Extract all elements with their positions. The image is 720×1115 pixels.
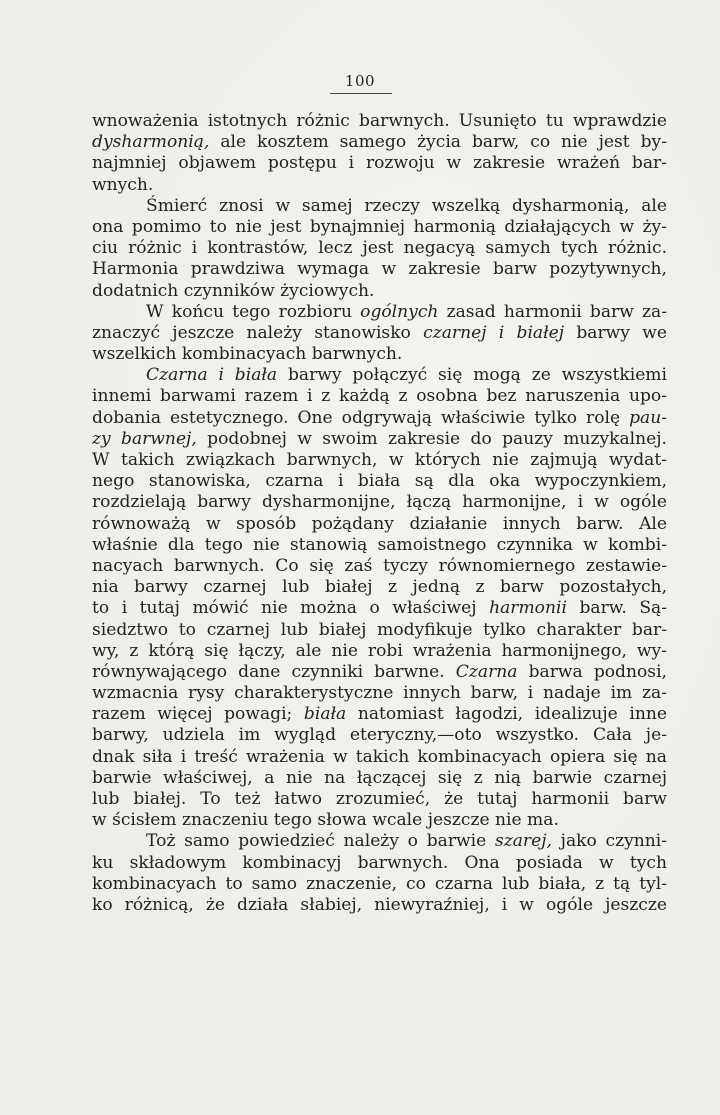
text-line [92,620,667,641]
italic-text: ogólnych [360,301,439,322]
text-segment: barwy, udziela im wygląd eteryczny,—oto wszystko. Cała je- [92,725,667,746]
text-segment: równoważą w sposób pożądany działanie innych barw. Ale [92,513,667,534]
text-segment: barwy we [564,322,667,343]
text-segment: wzmacnia rysy charakterystyczne innych barw, i nadaje im za- [92,683,667,704]
text-segment: wszelkich kombinacyach barwnych. [92,344,403,365]
text-segment: nego stanowiska, czarna i biała są dla oka wypoczynkiem, [92,471,667,492]
text-segment: znaczyć jeszcze należy stanowisko [92,322,424,343]
text-segment: siedztwo to czarnej lub białej modyfikuje tylko charakter bar- [92,619,667,640]
text-segment: kombinacyach to samo znaczenie, co czarna lub biała, z tą tyl- [92,873,667,894]
text-segment: razem więcej powagi; [92,704,304,725]
text-segment: rozdzielają barwy dysharmonijne, łączą harmonijne, i w ogóle [92,492,667,513]
text-line [92,874,667,895]
text-segment: dnak siła i treść wrażenia w takich kombinacyach opiera się na [92,746,667,767]
text-segment: wnych. [92,174,154,195]
text-line [92,323,667,344]
text-segment: zasad harmonii barw za- [438,301,667,322]
text-line [92,429,667,450]
text-segment: ko różnicą, że działa słabiej, niewyraźniej, i w ogóle jeszcze [92,894,667,915]
text-segment: ciu różnic i kontrastów, lecz jest negacyą samych tych różnic. [92,238,667,259]
text-segment: natomiast łagodzi, idealizuje inne [346,704,667,725]
text-segment: jako czynni- [551,831,668,852]
text-segment: równywającego dane czynniki barwne. [92,661,456,682]
text-line [92,302,667,323]
text-segment: ku składowym kombinacyj barwnych. Ona posiada w tych [92,852,667,873]
text-segment: ona pomimo to nie jest bynajmniej harmonią działających w ży- [92,216,667,237]
text-segment: dodatnich czynników życiowych. [92,280,375,301]
text-line [92,556,667,577]
text-segment: Śmierć znosi w samej rzeczy wszelką dysharmonią, ale [146,195,667,216]
text-line [92,831,667,852]
text-line [92,259,667,280]
text-segment: najmniej objawem postępu i rozwoju w zakresie wrażeń bar- [92,153,667,174]
text-segment: innemi barwami razem i z każdą z osobna bez naruszenia upo- [92,386,667,407]
text-segment: wy, z którą się łączy, ale nie robi wrażenia harmonijnego, wy- [92,640,667,661]
text-segment: barwie właściwej, a nie na łączącej się z nią barwie czarnej [92,767,667,788]
text-line [92,175,667,196]
italic-text: czarnej i białej [423,322,565,343]
text-segment: barw. Są- [566,598,667,619]
text-line [92,895,667,916]
text-line [92,238,667,259]
text-line [92,450,667,471]
text-line [92,111,667,132]
text-line [92,281,667,302]
text-segment: barwy połączyć się mogą ze wszystkiemi [277,365,667,386]
text-line [92,344,667,365]
italic-text: harmonii [489,598,567,619]
text-line [92,810,667,831]
text-line [92,471,667,492]
text-line [92,662,667,683]
italic-text: Czarna i biała [146,365,278,386]
text-line [92,196,667,217]
text-segment: podobnej w swoim zakresie do pauzy muzykalnej. [196,428,667,449]
italic-text: szarej, [494,831,552,852]
text-segment: nacyach barwnych. Co się zaś tyczy równomiernego zestawie- [92,555,667,576]
text-segment: barwa podnosi, [517,661,667,682]
text-line [92,153,667,174]
text-line [92,641,667,662]
text-segment: właśnie dla tego nie stanowią samoistnego czynnika w kombi- [92,534,667,555]
text-line [92,704,667,725]
page-number: 100 [344,72,376,90]
text-line [92,365,667,386]
italic-text: zy barwnej, [92,428,197,449]
text-line [92,408,667,429]
text-line [92,853,667,874]
text-segment: wnoważenia istotnych różnic barwnych. Usunięto tu wprawdzie [92,111,667,131]
text-line [92,768,667,789]
italic-text: dysharmonią, [92,132,210,153]
text-line [92,598,667,619]
text-line [92,132,667,153]
text-line [92,747,667,768]
text-line [92,492,667,513]
text-segment: w ścisłem znaczeniu tego słowa wcale jeszcze nie ma. [92,810,559,831]
text-line [92,514,667,535]
text-segment: ale kosztem samego życia barw, co nie jest by- [209,132,667,153]
text-line [92,577,667,598]
text-segment: to i tutaj mówić nie można o właściwej [92,598,490,619]
text-segment: W końcu tego rozbioru [146,301,361,322]
text-segment: dobania estetycznego. One odgrywają właściwie tylko rolę [92,407,630,428]
text-segment: nia barwy czarnej lub białej z jedną z barw pozostałych, [92,577,667,598]
text-line [92,789,667,810]
text-segment: lub białej. To też łatwo zrozumieć, że tutaj harmonii barw [92,789,667,809]
text-line [92,217,667,238]
italic-text: Czarna [455,661,518,682]
text-segment: W takich związkach barwnych, w których nie zajmują wydat- [92,450,667,470]
body-text [92,111,667,916]
italic-text: biała [303,704,347,725]
text-line [92,725,667,746]
text-line [92,683,667,704]
italic-text: pau- [629,407,667,428]
text-line [92,386,667,407]
text-segment: Harmonia prawdziwa wymaga w zakresie barw pozytywnych, [92,259,667,280]
page-number-rule [330,93,392,94]
text-line [92,535,667,556]
text-segment: Toż samo powiedzieć należy o barwie [146,831,495,852]
